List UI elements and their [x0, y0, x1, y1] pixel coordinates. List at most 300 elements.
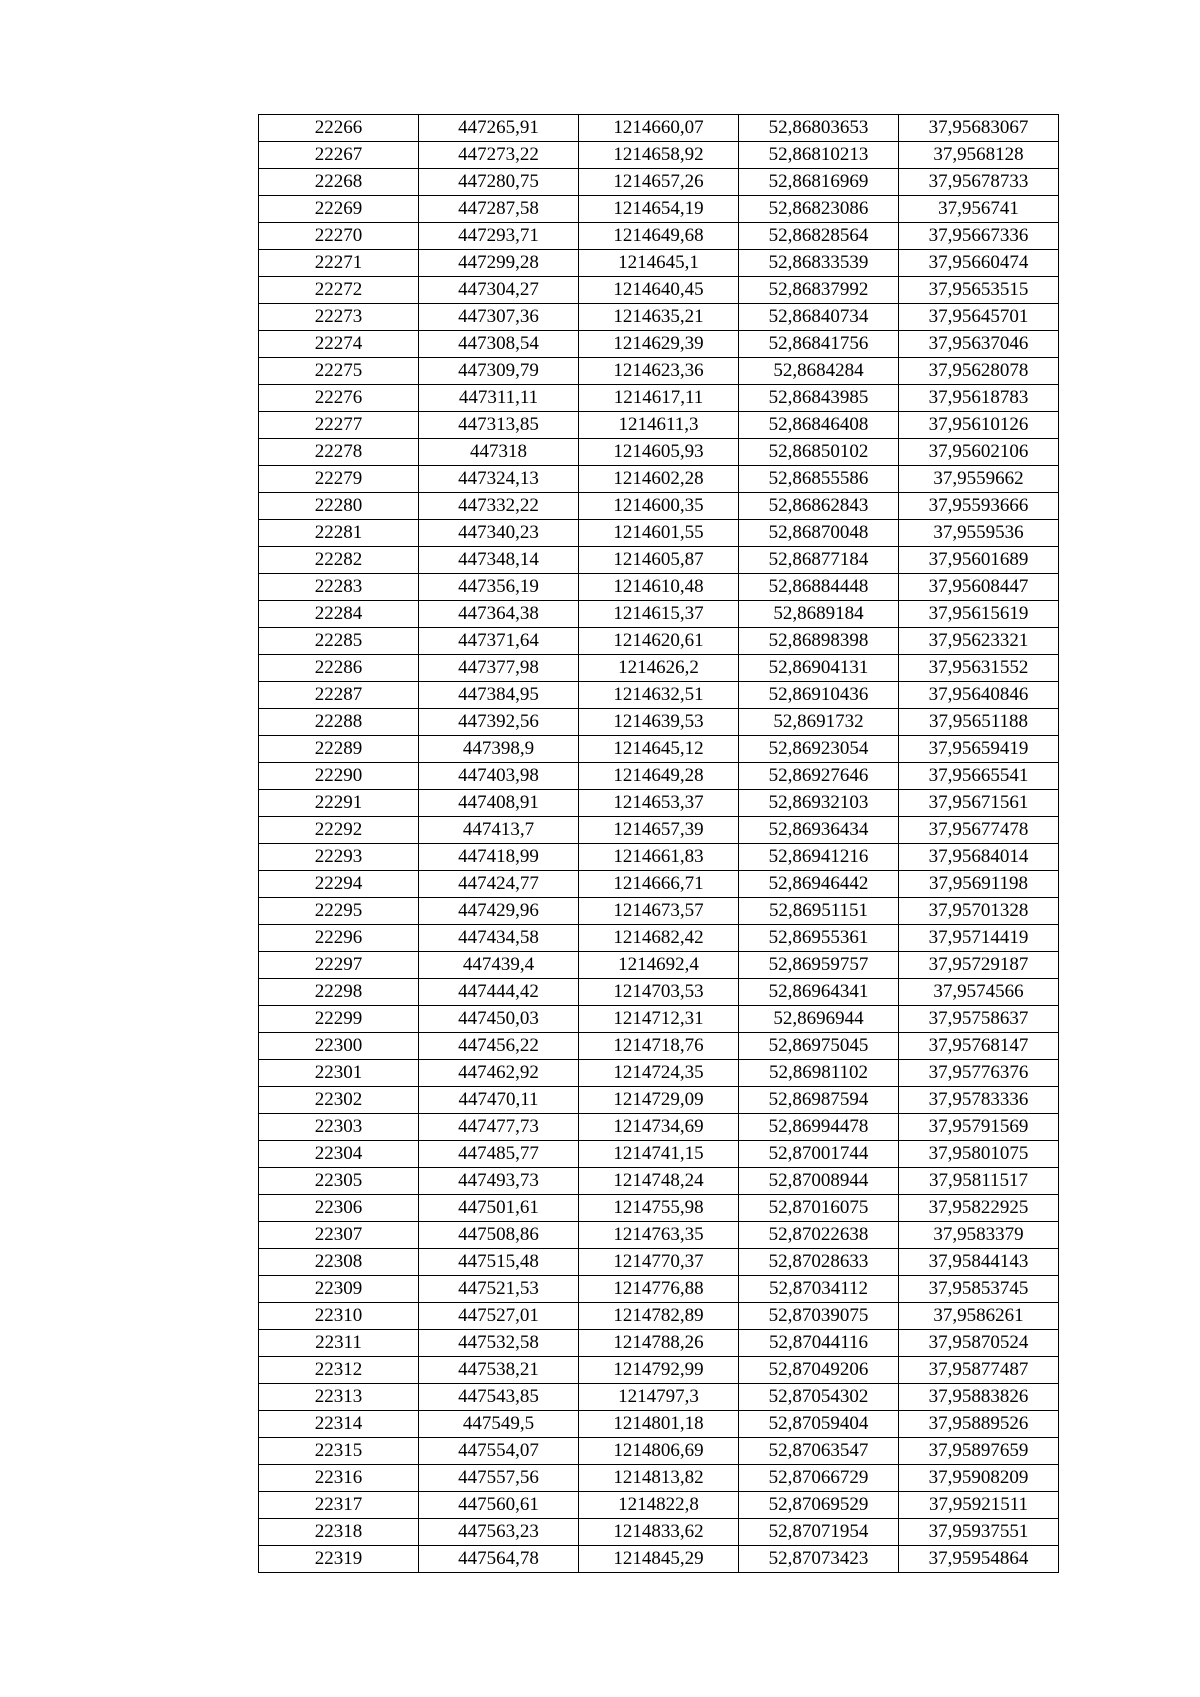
latitude-cell: 52,87073423: [739, 1546, 899, 1573]
point-number-cell: 22301: [259, 1060, 419, 1087]
latitude-cell: 52,86823086: [739, 196, 899, 223]
longitude-cell: 37,95908209: [899, 1465, 1059, 1492]
x-coordinate-cell: 447418,99: [419, 844, 579, 871]
table-row: [259, 277, 1059, 304]
longitude-cell: 37,95889526: [899, 1411, 1059, 1438]
x-coordinate-cell: 447470,11: [419, 1087, 579, 1114]
latitude-cell: 52,86803653: [739, 115, 899, 142]
x-coordinate-cell: 447434,58: [419, 925, 579, 952]
y-coordinate-cell: 1214755,98: [579, 1195, 739, 1222]
x-coordinate-cell: 447377,98: [419, 655, 579, 682]
latitude-cell: 52,87069529: [739, 1492, 899, 1519]
x-coordinate-cell: 447392,56: [419, 709, 579, 736]
longitude-cell: 37,9568128: [899, 142, 1059, 169]
x-coordinate-cell: 447371,64: [419, 628, 579, 655]
table-row: [259, 1033, 1059, 1060]
table-row: [259, 601, 1059, 628]
y-coordinate-cell: 1214813,82: [579, 1465, 739, 1492]
y-coordinate-cell: 1214797,3: [579, 1384, 739, 1411]
y-coordinate-cell: 1214605,93: [579, 439, 739, 466]
point-number-cell: 22286: [259, 655, 419, 682]
point-number-cell: 22270: [259, 223, 419, 250]
latitude-cell: 52,87054302: [739, 1384, 899, 1411]
coordinates-table: [258, 114, 1059, 1573]
table-row: [259, 1303, 1059, 1330]
table-row: [259, 466, 1059, 493]
y-coordinate-cell: 1214645,1: [579, 250, 739, 277]
point-number-cell: 22285: [259, 628, 419, 655]
y-coordinate-cell: 1214718,76: [579, 1033, 739, 1060]
latitude-cell: 52,86828564: [739, 223, 899, 250]
x-coordinate-cell: 447554,07: [419, 1438, 579, 1465]
table-row: [259, 1411, 1059, 1438]
latitude-cell: 52,86955361: [739, 925, 899, 952]
latitude-cell: 52,87034112: [739, 1276, 899, 1303]
x-coordinate-cell: 447564,78: [419, 1546, 579, 1573]
latitude-cell: 52,86810213: [739, 142, 899, 169]
longitude-cell: 37,95653515: [899, 277, 1059, 304]
point-number-cell: 22288: [259, 709, 419, 736]
point-number-cell: 22277: [259, 412, 419, 439]
longitude-cell: 37,95937551: [899, 1519, 1059, 1546]
latitude-cell: 52,86941216: [739, 844, 899, 871]
latitude-cell: 52,8689184: [739, 601, 899, 628]
point-number-cell: 22299: [259, 1006, 419, 1033]
x-coordinate-cell: 447439,4: [419, 952, 579, 979]
table-row: [259, 628, 1059, 655]
latitude-cell: 52,86816969: [739, 169, 899, 196]
table-row: [259, 1492, 1059, 1519]
longitude-cell: 37,95691198: [899, 871, 1059, 898]
longitude-cell: 37,95602106: [899, 439, 1059, 466]
x-coordinate-cell: 447307,36: [419, 304, 579, 331]
x-coordinate-cell: 447444,42: [419, 979, 579, 1006]
longitude-cell: 37,95844143: [899, 1249, 1059, 1276]
y-coordinate-cell: 1214657,39: [579, 817, 739, 844]
longitude-cell: 37,9559662: [899, 466, 1059, 493]
y-coordinate-cell: 1214654,19: [579, 196, 739, 223]
y-coordinate-cell: 1214703,53: [579, 979, 739, 1006]
longitude-cell: 37,95791569: [899, 1114, 1059, 1141]
point-number-cell: 22266: [259, 115, 419, 142]
table-row: [259, 682, 1059, 709]
table-row: [259, 1141, 1059, 1168]
table-row: [259, 1276, 1059, 1303]
point-number-cell: 22300: [259, 1033, 419, 1060]
latitude-cell: 52,86884448: [739, 574, 899, 601]
x-coordinate-cell: 447560,61: [419, 1492, 579, 1519]
x-coordinate-cell: 447308,54: [419, 331, 579, 358]
y-coordinate-cell: 1214610,48: [579, 574, 739, 601]
longitude-cell: 37,95701328: [899, 898, 1059, 925]
x-coordinate-cell: 447332,22: [419, 493, 579, 520]
longitude-cell: 37,95615619: [899, 601, 1059, 628]
latitude-cell: 52,86898398: [739, 628, 899, 655]
point-number-cell: 22278: [259, 439, 419, 466]
point-number-cell: 22317: [259, 1492, 419, 1519]
point-number-cell: 22312: [259, 1357, 419, 1384]
longitude-cell: 37,95714419: [899, 925, 1059, 952]
longitude-cell: 37,95659419: [899, 736, 1059, 763]
table-row: [259, 952, 1059, 979]
longitude-cell: 37,95637046: [899, 331, 1059, 358]
x-coordinate-cell: 447508,86: [419, 1222, 579, 1249]
point-number-cell: 22298: [259, 979, 419, 1006]
longitude-cell: 37,95801075: [899, 1141, 1059, 1168]
x-coordinate-cell: 447311,11: [419, 385, 579, 412]
latitude-cell: 52,86959757: [739, 952, 899, 979]
longitude-cell: 37,95610126: [899, 412, 1059, 439]
table-row: [259, 844, 1059, 871]
latitude-cell: 52,87028633: [739, 1249, 899, 1276]
point-number-cell: 22284: [259, 601, 419, 628]
longitude-cell: 37,95870524: [899, 1330, 1059, 1357]
table-row: [259, 385, 1059, 412]
table-row: [259, 1249, 1059, 1276]
y-coordinate-cell: 1214620,61: [579, 628, 739, 655]
latitude-cell: 52,86964341: [739, 979, 899, 1006]
x-coordinate-cell: 447557,56: [419, 1465, 579, 1492]
latitude-cell: 52,87039075: [739, 1303, 899, 1330]
table-row: [259, 871, 1059, 898]
y-coordinate-cell: 1214639,53: [579, 709, 739, 736]
latitude-cell: 52,86987594: [739, 1087, 899, 1114]
latitude-cell: 52,87063547: [739, 1438, 899, 1465]
latitude-cell: 52,86910436: [739, 682, 899, 709]
y-coordinate-cell: 1214770,37: [579, 1249, 739, 1276]
x-coordinate-cell: 447265,91: [419, 115, 579, 142]
longitude-cell: 37,95640846: [899, 682, 1059, 709]
x-coordinate-cell: 447538,21: [419, 1357, 579, 1384]
longitude-cell: 37,95853745: [899, 1276, 1059, 1303]
latitude-cell: 52,86877184: [739, 547, 899, 574]
longitude-cell: 37,95822925: [899, 1195, 1059, 1222]
latitude-cell: 52,86870048: [739, 520, 899, 547]
y-coordinate-cell: 1214623,36: [579, 358, 739, 385]
latitude-cell: 52,87071954: [739, 1519, 899, 1546]
table-row: [259, 925, 1059, 952]
longitude-cell: 37,9574566: [899, 979, 1059, 1006]
longitude-cell: 37,95877487: [899, 1357, 1059, 1384]
x-coordinate-cell: 447527,01: [419, 1303, 579, 1330]
point-number-cell: 22269: [259, 196, 419, 223]
table-row: [259, 1438, 1059, 1465]
longitude-cell: 37,9583379: [899, 1222, 1059, 1249]
y-coordinate-cell: 1214776,88: [579, 1276, 739, 1303]
point-number-cell: 22306: [259, 1195, 419, 1222]
y-coordinate-cell: 1214657,26: [579, 169, 739, 196]
table-row: [259, 1330, 1059, 1357]
y-coordinate-cell: 1214601,55: [579, 520, 739, 547]
y-coordinate-cell: 1214653,37: [579, 790, 739, 817]
x-coordinate-cell: 447462,92: [419, 1060, 579, 1087]
table-row: [259, 1222, 1059, 1249]
longitude-cell: 37,95758637: [899, 1006, 1059, 1033]
x-coordinate-cell: 447532,58: [419, 1330, 579, 1357]
latitude-cell: 52,86855586: [739, 466, 899, 493]
latitude-cell: 52,86850102: [739, 439, 899, 466]
y-coordinate-cell: 1214788,26: [579, 1330, 739, 1357]
latitude-cell: 52,86923054: [739, 736, 899, 763]
point-number-cell: 22315: [259, 1438, 419, 1465]
longitude-cell: 37,95921511: [899, 1492, 1059, 1519]
latitude-cell: 52,86862843: [739, 493, 899, 520]
x-coordinate-cell: 447340,23: [419, 520, 579, 547]
longitude-cell: 37,95729187: [899, 952, 1059, 979]
x-coordinate-cell: 447324,13: [419, 466, 579, 493]
longitude-cell: 37,95618783: [899, 385, 1059, 412]
longitude-cell: 37,95811517: [899, 1168, 1059, 1195]
table-row: [259, 1060, 1059, 1087]
table-body: [259, 115, 1059, 1573]
table-row: [259, 1357, 1059, 1384]
y-coordinate-cell: 1214712,31: [579, 1006, 739, 1033]
y-coordinate-cell: 1214734,69: [579, 1114, 739, 1141]
table-row: [259, 817, 1059, 844]
point-number-cell: 22305: [259, 1168, 419, 1195]
x-coordinate-cell: 447563,23: [419, 1519, 579, 1546]
table-row: [259, 736, 1059, 763]
point-number-cell: 22273: [259, 304, 419, 331]
table-row: [259, 1114, 1059, 1141]
y-coordinate-cell: 1214801,18: [579, 1411, 739, 1438]
point-number-cell: 22268: [259, 169, 419, 196]
table-row: [259, 1465, 1059, 1492]
x-coordinate-cell: 447501,61: [419, 1195, 579, 1222]
latitude-cell: 52,8691732: [739, 709, 899, 736]
point-number-cell: 22295: [259, 898, 419, 925]
x-coordinate-cell: 447408,91: [419, 790, 579, 817]
point-number-cell: 22282: [259, 547, 419, 574]
longitude-cell: 37,95601689: [899, 547, 1059, 574]
table-row: [259, 1195, 1059, 1222]
y-coordinate-cell: 1214741,15: [579, 1141, 739, 1168]
y-coordinate-cell: 1214660,07: [579, 115, 739, 142]
x-coordinate-cell: 447356,19: [419, 574, 579, 601]
latitude-cell: 52,86951151: [739, 898, 899, 925]
point-number-cell: 22275: [259, 358, 419, 385]
y-coordinate-cell: 1214763,35: [579, 1222, 739, 1249]
y-coordinate-cell: 1214782,89: [579, 1303, 739, 1330]
x-coordinate-cell: 447521,53: [419, 1276, 579, 1303]
y-coordinate-cell: 1214629,39: [579, 331, 739, 358]
latitude-cell: 52,86981102: [739, 1060, 899, 1087]
longitude-cell: 37,95776376: [899, 1060, 1059, 1087]
longitude-cell: 37,95660474: [899, 250, 1059, 277]
point-number-cell: 22314: [259, 1411, 419, 1438]
y-coordinate-cell: 1214649,68: [579, 223, 739, 250]
latitude-cell: 52,87059404: [739, 1411, 899, 1438]
longitude-cell: 37,95768147: [899, 1033, 1059, 1060]
y-coordinate-cell: 1214792,99: [579, 1357, 739, 1384]
longitude-cell: 37,95651188: [899, 709, 1059, 736]
y-coordinate-cell: 1214649,28: [579, 763, 739, 790]
table-row: [259, 331, 1059, 358]
table-row: [259, 655, 1059, 682]
table-row: [259, 304, 1059, 331]
latitude-cell: 52,8684284: [739, 358, 899, 385]
point-number-cell: 22307: [259, 1222, 419, 1249]
point-number-cell: 22297: [259, 952, 419, 979]
y-coordinate-cell: 1214692,4: [579, 952, 739, 979]
table-row: [259, 250, 1059, 277]
y-coordinate-cell: 1214640,45: [579, 277, 739, 304]
point-number-cell: 22276: [259, 385, 419, 412]
y-coordinate-cell: 1214600,35: [579, 493, 739, 520]
latitude-cell: 52,8696944: [739, 1006, 899, 1033]
point-number-cell: 22296: [259, 925, 419, 952]
x-coordinate-cell: 447450,03: [419, 1006, 579, 1033]
longitude-cell: 37,95671561: [899, 790, 1059, 817]
x-coordinate-cell: 447515,48: [419, 1249, 579, 1276]
table-row: [259, 142, 1059, 169]
latitude-cell: 52,86840734: [739, 304, 899, 331]
point-number-cell: 22302: [259, 1087, 419, 1114]
x-coordinate-cell: 447273,22: [419, 142, 579, 169]
point-number-cell: 22318: [259, 1519, 419, 1546]
x-coordinate-cell: 447313,85: [419, 412, 579, 439]
latitude-cell: 52,87001744: [739, 1141, 899, 1168]
table-row: [259, 790, 1059, 817]
table-row: [259, 1087, 1059, 1114]
x-coordinate-cell: 447429,96: [419, 898, 579, 925]
y-coordinate-cell: 1214645,12: [579, 736, 739, 763]
longitude-cell: 37,95593666: [899, 493, 1059, 520]
table-row: [259, 493, 1059, 520]
table-row: [259, 1546, 1059, 1573]
latitude-cell: 52,86837992: [739, 277, 899, 304]
table-row: [259, 1006, 1059, 1033]
y-coordinate-cell: 1214617,11: [579, 385, 739, 412]
longitude-cell: 37,95667336: [899, 223, 1059, 250]
x-coordinate-cell: 447456,22: [419, 1033, 579, 1060]
longitude-cell: 37,9559536: [899, 520, 1059, 547]
table-row: [259, 223, 1059, 250]
table-row: [259, 979, 1059, 1006]
longitude-cell: 37,95954864: [899, 1546, 1059, 1573]
latitude-cell: 52,87008944: [739, 1168, 899, 1195]
x-coordinate-cell: 447485,77: [419, 1141, 579, 1168]
y-coordinate-cell: 1214605,87: [579, 547, 739, 574]
point-number-cell: 22274: [259, 331, 419, 358]
table-row: [259, 709, 1059, 736]
latitude-cell: 52,87066729: [739, 1465, 899, 1492]
x-coordinate-cell: 447299,28: [419, 250, 579, 277]
point-number-cell: 22290: [259, 763, 419, 790]
table-row: [259, 547, 1059, 574]
latitude-cell: 52,86904131: [739, 655, 899, 682]
point-number-cell: 22309: [259, 1276, 419, 1303]
point-number-cell: 22291: [259, 790, 419, 817]
y-coordinate-cell: 1214673,57: [579, 898, 739, 925]
latitude-cell: 52,86846408: [739, 412, 899, 439]
y-coordinate-cell: 1214729,09: [579, 1087, 739, 1114]
y-coordinate-cell: 1214632,51: [579, 682, 739, 709]
x-coordinate-cell: 447403,98: [419, 763, 579, 790]
point-number-cell: 22271: [259, 250, 419, 277]
latitude-cell: 52,86936434: [739, 817, 899, 844]
y-coordinate-cell: 1214626,2: [579, 655, 739, 682]
y-coordinate-cell: 1214822,8: [579, 1492, 739, 1519]
latitude-cell: 52,87022638: [739, 1222, 899, 1249]
point-number-cell: 22310: [259, 1303, 419, 1330]
table-row: [259, 520, 1059, 547]
table-row: [259, 169, 1059, 196]
point-number-cell: 22316: [259, 1465, 419, 1492]
y-coordinate-cell: 1214661,83: [579, 844, 739, 871]
point-number-cell: 22292: [259, 817, 419, 844]
x-coordinate-cell: 447309,79: [419, 358, 579, 385]
table-row: [259, 358, 1059, 385]
y-coordinate-cell: 1214748,24: [579, 1168, 739, 1195]
longitude-cell: 37,9586261: [899, 1303, 1059, 1330]
longitude-cell: 37,95678733: [899, 169, 1059, 196]
y-coordinate-cell: 1214615,37: [579, 601, 739, 628]
point-number-cell: 22313: [259, 1384, 419, 1411]
table-row: [259, 1168, 1059, 1195]
point-number-cell: 22293: [259, 844, 419, 871]
point-number-cell: 22272: [259, 277, 419, 304]
x-coordinate-cell: 447304,27: [419, 277, 579, 304]
point-number-cell: 22308: [259, 1249, 419, 1276]
point-number-cell: 22289: [259, 736, 419, 763]
latitude-cell: 52,86833539: [739, 250, 899, 277]
longitude-cell: 37,95608447: [899, 574, 1059, 601]
table-row: [259, 115, 1059, 142]
x-coordinate-cell: 447293,71: [419, 223, 579, 250]
longitude-cell: 37,95683067: [899, 115, 1059, 142]
y-coordinate-cell: 1214845,29: [579, 1546, 739, 1573]
x-coordinate-cell: 447549,5: [419, 1411, 579, 1438]
longitude-cell: 37,95665541: [899, 763, 1059, 790]
latitude-cell: 52,86843985: [739, 385, 899, 412]
x-coordinate-cell: 447287,58: [419, 196, 579, 223]
latitude-cell: 52,86994478: [739, 1114, 899, 1141]
latitude-cell: 52,86932103: [739, 790, 899, 817]
longitude-cell: 37,95783336: [899, 1087, 1059, 1114]
x-coordinate-cell: 447424,77: [419, 871, 579, 898]
longitude-cell: 37,95897659: [899, 1438, 1059, 1465]
longitude-cell: 37,95645701: [899, 304, 1059, 331]
table-row: [259, 1519, 1059, 1546]
point-number-cell: 22267: [259, 142, 419, 169]
point-number-cell: 22281: [259, 520, 419, 547]
table-row: [259, 1384, 1059, 1411]
y-coordinate-cell: 1214611,3: [579, 412, 739, 439]
x-coordinate-cell: 447348,14: [419, 547, 579, 574]
x-coordinate-cell: 447398,9: [419, 736, 579, 763]
table-row: [259, 412, 1059, 439]
table-row: [259, 898, 1059, 925]
x-coordinate-cell: 447318: [419, 439, 579, 466]
longitude-cell: 37,95883826: [899, 1384, 1059, 1411]
y-coordinate-cell: 1214806,69: [579, 1438, 739, 1465]
point-number-cell: 22311: [259, 1330, 419, 1357]
latitude-cell: 52,86975045: [739, 1033, 899, 1060]
latitude-cell: 52,86927646: [739, 763, 899, 790]
point-number-cell: 22319: [259, 1546, 419, 1573]
longitude-cell: 37,95631552: [899, 655, 1059, 682]
x-coordinate-cell: 447493,73: [419, 1168, 579, 1195]
longitude-cell: 37,95677478: [899, 817, 1059, 844]
table-row: [259, 763, 1059, 790]
point-number-cell: 22280: [259, 493, 419, 520]
longitude-cell: 37,95684014: [899, 844, 1059, 871]
table-row: [259, 439, 1059, 466]
point-number-cell: 22303: [259, 1114, 419, 1141]
longitude-cell: 37,95628078: [899, 358, 1059, 385]
point-number-cell: 22283: [259, 574, 419, 601]
